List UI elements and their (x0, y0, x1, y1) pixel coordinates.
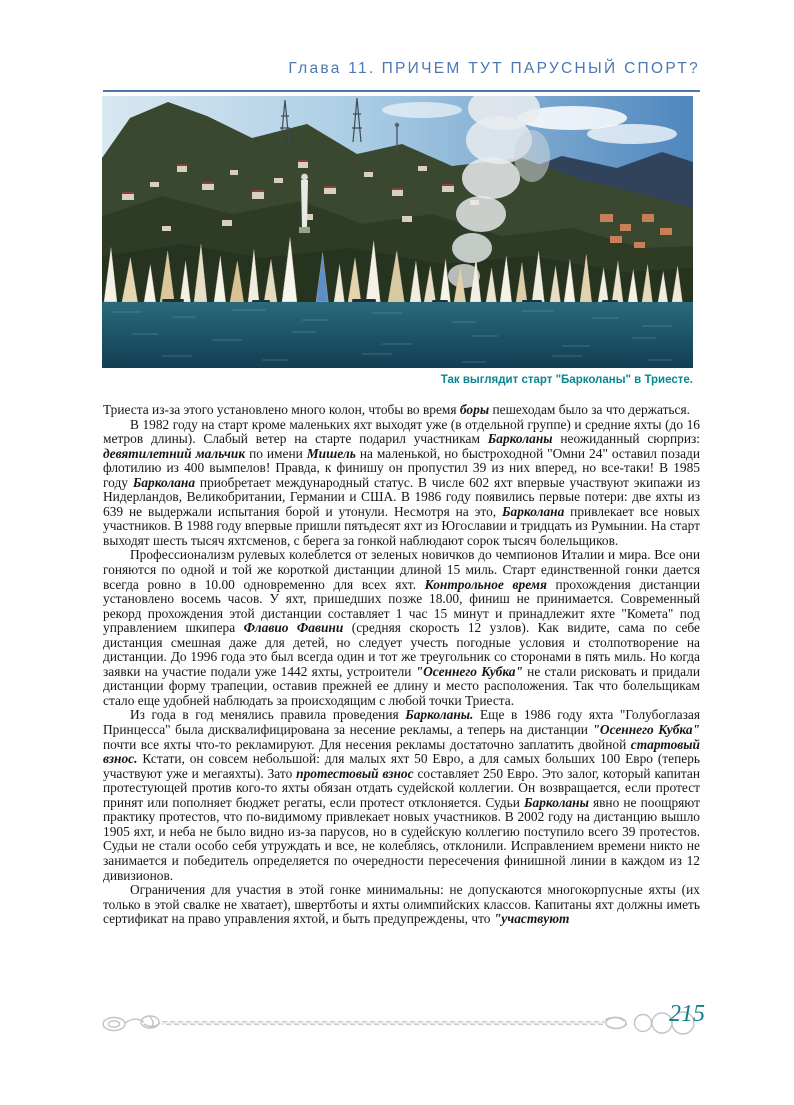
chapter-header (103, 60, 700, 78)
page-number: 215 (669, 1001, 705, 1027)
footer-rope-decoration (100, 1008, 700, 1036)
rope-line (162, 1022, 605, 1025)
chapter-title: ПРИЧЕМ ТУТ ПАРУСНЫЙ СПОРТ? (381, 60, 700, 77)
paragraph: Триеста из-за этого установлено много колон, чтобы во время боры пешеходам было за что держаться. (103, 402, 690, 417)
header-rule (103, 90, 700, 92)
paragraph: В 1982 году на старт кроме маленьких яхт выходят уже (в отдельной группе) и средние яхты (до 16 метров длины). Слабый ветер на старте подарил участникам Барколаны неожиданный сюрприз: девятилетний мальчик по имени Мишель на маленькой, но быстроходной "Омни 24" оставил позади флотилию из 400 вымпелов! Правда, к финишу он пропустил 39 из них вперед, но все-таки! В 1985 году Барколана приобретает международный статус. В числе 602 яхт впервые участвуют экипажи из Нидерландов, Великобритании, Германии и США. В 1986 году появились первые потери: две яхты из 639 не выдержали испытания борой и утонули. Несмотря на это, Барколана привлекает все новых участников. В 1988 году впервые пришли пятьдесят яхт из Югославии и тридцать из Румынии. На старт выходят шесть тысяч яхтсменов, с берега за гонкой наблюдают сорок тысяч болельщиков. (103, 416, 701, 548)
paragraph: Из года в год менялись правила проведения Барколаны. Еще в 1986 году яхта "Голубоглазая Принцесса" была дисквалифицирована за несение рекламы, а теперь на дистанции "Осеннего Кубка" почти все яхты что-то рекламируют. Для несения рекламы достаточно заплатить двойной стартовый взнос. Кстати, он совсем небольшой: для малых яхт 50 Евро, а для самых больших 100 Евро (теперь участвуют уже и мегаяхты). Зато протестовый взнос составляет 250 Евро. Это залог, который капитан протестующей против кого-то яхты обязан отдать судейской коллегии. Он возвращается, если протест принят или пополняет бюджет регаты, если протест отклоняется. Судьи Барколаны явно не поощряют практику протестов, что по-видимому привлекает новых участников. В 2002 году на дистанцию вышло 1905 яхт, и неба не было видно из-за парусов, но в судейскую коллегию поступило всего 39 протестов. Судьи не стали особо себя утруждать и все, не колеблясь, отклонили. Исправлением времени никто не занимается и победитель определяется по очередности пересечения финишной линии в каждом из 12 дивизионов. (103, 707, 700, 883)
paragraph: Ограничения для участия в этой гонке минимальны: не допускаются многокорпусные яхты (их только в этой свалке не хватает), швертботы и яхты олимпийских классов. Капитаны яхт должны иметь сертификат на право управления яхтой, и быть предупреждены, что "участвуют (103, 882, 700, 927)
paragraph: Профессионализм рулевых колеблется от зеленых новичков до чемпионов Италии и мира. Все они гоняются по одной и той же короткой дистанции длиной 15 миль. Старт единственной гонки дается всегда ровно в 10.00 одновременно для всех яхт. Контрольное время прохождения дистанции установлено восемь часов. У яхт, пришедших позже 18.00, финиш не принимается. Современный рекорд прохождения этой дистанции составляет 1 час 15 минут и принадлежит яхте "Комета" под управлением шкипера Флавио Фавини (средняя скорость 12 узлов). Как видите, сама по себе дистанция смешная даже для детей, но следует учесть погодные условия и столпотворение на дистанции. До 1996 года это был всегда один и тот же треугольник со сторонами в пять миль. Но когда заявки на участие подали уже 1442 яхты, устроители "Осеннего Кубка" не стали рисковать и придали дистанции форму трапеции, оставив прежней ее длину и место расположения. Так что болельщикам стало еще удобней наблюдать за происходящим с любой точки Триеста. (103, 547, 700, 708)
rope-knot-left-icon (103, 1016, 160, 1031)
sea (102, 302, 693, 368)
chapter-label: Глава 11. (288, 60, 376, 77)
regatta-photo-illustration (102, 96, 693, 368)
photo-caption: Так выглядит старт "Барколаны" в Триесте. (440, 374, 693, 386)
regatta-photo (102, 96, 693, 368)
body-text (103, 403, 700, 927)
